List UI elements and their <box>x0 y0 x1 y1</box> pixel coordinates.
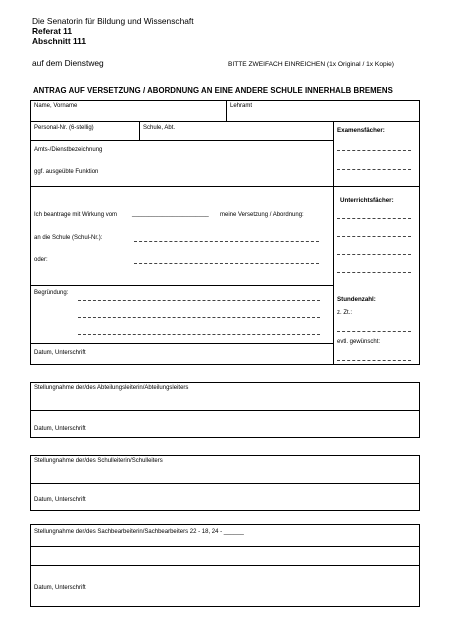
official-title-label: Amts-/Dienstbezeichnung <box>34 147 103 153</box>
department-head-statement-label: Stellungnahme der/des Abteilungsleiterin/Abteilungsleiters <box>34 385 189 391</box>
principal-statement-label: Stellungnahme der/des Schulleiterin/Schulleiters <box>34 458 163 464</box>
current-hours-label: z. Zt.: <box>337 310 352 316</box>
alternative-label: oder: <box>34 257 48 263</box>
transfer-request-text: meine Versetzung / Abordnung: <box>220 212 304 218</box>
teaching-subject-line[interactable] <box>337 254 411 255</box>
authority-name: Die Senatorin für Bildung und Wissenschaft <box>32 16 194 26</box>
exam-subject-line[interactable] <box>337 169 411 170</box>
personnel-number-label: Personal-Nr. (6-stellig) <box>34 125 94 131</box>
case-officer-statement-label: Stellungnahme der/des Sachbearbeiterin/Sachbearbeiters 22 - 18, 24 - ______ <box>34 529 244 535</box>
alternative-school-line[interactable] <box>134 263 319 264</box>
function-label: ggf. ausgeübte Funktion <box>34 169 99 175</box>
submission-instruction: BITTE ZWEIFACH EINREICHEN (1x Original / 1x Kopie) <box>228 61 394 68</box>
desired-hours-label: evtl. gewünscht: <box>337 339 381 345</box>
office-label: Lehramt <box>230 103 253 109</box>
department-label: Referat 11 <box>32 26 73 36</box>
teaching-subject-line[interactable] <box>337 218 411 219</box>
route-label: auf dem Dienstweg <box>32 58 104 68</box>
target-school-line[interactable] <box>134 241 319 242</box>
teaching-subjects-label: Unterrichtsfächer: <box>340 197 394 204</box>
current-hours-line[interactable] <box>337 331 411 332</box>
exam-subjects-label: Examensfächer: <box>337 127 385 134</box>
reason-line[interactable] <box>78 334 320 335</box>
teaching-subject-line[interactable] <box>337 272 411 273</box>
date-signature-label: Datum, Unterschrift <box>34 585 86 591</box>
desired-hours-line[interactable] <box>337 360 411 361</box>
request-date-text: Ich beantrage mit Wirkung vom <box>34 212 118 218</box>
school-label: Schule, Abt. <box>143 125 176 131</box>
hours-label: Stundenzahl: <box>337 296 376 303</box>
reason-line[interactable] <box>78 300 320 301</box>
exam-subject-line[interactable] <box>337 150 411 151</box>
reason-label: Begründung: <box>34 290 69 296</box>
date-signature-label: Datum, Unterschrift <box>34 497 86 503</box>
form-title: ANTRAG AUF VERSETZUNG / ABORDNUNG AN EINE ANDERE SCHULE INNERHALB BREMENS <box>33 86 393 95</box>
target-school-label: an die Schule (Schul-Nr.): <box>34 235 103 241</box>
name-label: Name, Vorname <box>34 103 78 109</box>
teaching-subject-line[interactable] <box>337 236 411 237</box>
section-label: Abschnitt 111 <box>32 36 86 46</box>
date-signature-label: Datum, Unterschrift <box>34 426 86 432</box>
request-date-field[interactable]: _______________________ <box>132 211 209 217</box>
reason-line[interactable] <box>78 317 320 318</box>
date-signature-label: Datum, Unterschrift <box>34 350 86 356</box>
